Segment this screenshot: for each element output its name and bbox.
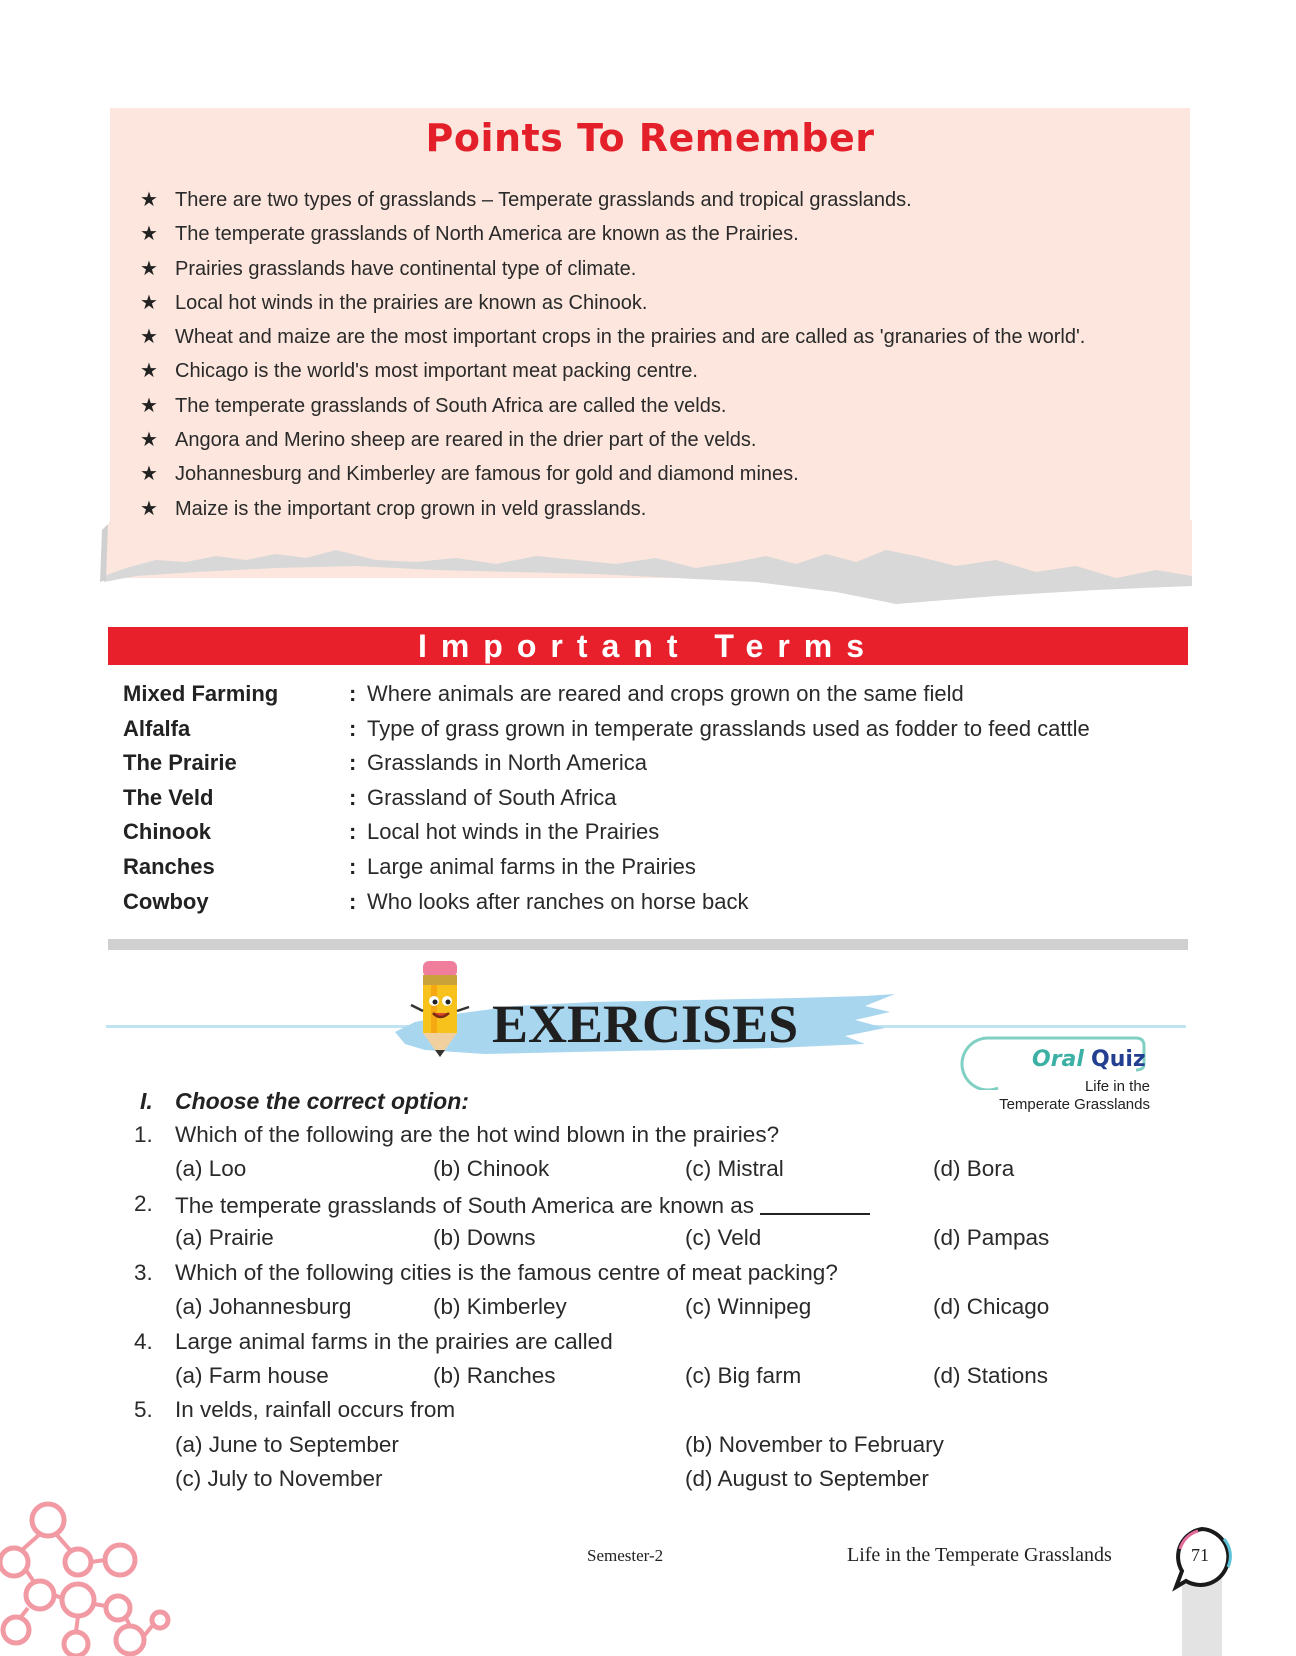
star-icon: ★ bbox=[140, 463, 158, 486]
question-text bbox=[175, 1191, 870, 1219]
option: (d) Chicago bbox=[933, 1294, 1050, 1319]
option: (c) Winnipeg bbox=[685, 1294, 812, 1319]
question-number: 2. bbox=[134, 1191, 153, 1216]
term-name: Mixed Farming bbox=[123, 681, 279, 706]
option: (c) Mistral bbox=[685, 1156, 784, 1181]
list-item: ★ Johannesburg and Kimberley are famous for gold and diamond mines. bbox=[140, 457, 1085, 491]
page-number: 71 bbox=[1191, 1545, 1209, 1565]
section-number: I. bbox=[140, 1088, 153, 1114]
option: (c) July to November bbox=[175, 1466, 383, 1491]
question-text: Which of the following are the hot wind blown in the prairies? bbox=[175, 1122, 780, 1147]
term-definition: Local hot winds in the Prairies bbox=[367, 819, 660, 845]
star-icon: ★ bbox=[140, 394, 158, 417]
oral-quiz-label-oral: Oral bbox=[1032, 1047, 1084, 1072]
pencil-mascot-icon bbox=[405, 953, 475, 1059]
oral-quiz-subtitle: Life in the bbox=[1084, 1078, 1150, 1095]
option: (a) June to September bbox=[175, 1432, 399, 1457]
term-name: Chinook bbox=[123, 819, 211, 845]
term-definition: Grasslands in North America bbox=[367, 750, 647, 776]
option: (d) August to September bbox=[685, 1466, 929, 1491]
term-name: Alfalfa bbox=[123, 715, 191, 741]
star-icon: ★ bbox=[140, 291, 158, 314]
option: (b) Chinook bbox=[433, 1156, 550, 1181]
term-colon: : bbox=[349, 888, 357, 914]
option: (d) Bora bbox=[933, 1156, 1015, 1181]
oral-quiz-subtitle: Temperate Grasslands bbox=[999, 1096, 1150, 1113]
list-item: ★ Local hot winds in the prairies are known as Chinook. bbox=[140, 286, 1085, 320]
term-name: The Veld bbox=[123, 784, 214, 810]
term-name: Cowboy bbox=[123, 888, 209, 914]
section-divider bbox=[108, 939, 1188, 950]
question-number: 4. bbox=[134, 1329, 153, 1354]
term-colon: : bbox=[349, 750, 357, 776]
list-item: ★ Prairies grasslands have continental type of climate. bbox=[140, 252, 1085, 286]
question-text: Which of the following cities is the famous centre of meat packing? bbox=[175, 1260, 838, 1285]
option: (d) Stations bbox=[933, 1363, 1049, 1388]
section-title: Choose the correct option: bbox=[175, 1088, 469, 1114]
answer-blank bbox=[760, 1191, 870, 1215]
oral-quiz-label-quiz: Quiz bbox=[1091, 1047, 1146, 1072]
torn-paper-edge bbox=[96, 520, 1206, 620]
option: (b) Kimberley bbox=[433, 1294, 567, 1319]
option: (c) Big farm bbox=[685, 1363, 802, 1388]
question-number: 1. bbox=[134, 1122, 153, 1147]
term-colon: : bbox=[349, 715, 357, 741]
question-text-content: The temperate grasslands of South America are known as bbox=[175, 1193, 755, 1218]
question-text: In velds, rainfall occurs from bbox=[175, 1397, 456, 1422]
term-definition: Where animals are reared and crops grown on the same field bbox=[367, 681, 964, 706]
list-item: ★ The temperate grasslands of North America are known as the Prairies. bbox=[140, 217, 1085, 251]
list-item: ★ The temperate grasslands of South Africa are called the velds. bbox=[140, 389, 1085, 423]
option: (c) Veld bbox=[685, 1225, 762, 1250]
list-item: ★ Chicago is the world's most important meat packing centre. bbox=[140, 354, 1085, 388]
term-definition: Large animal farms in the Prairies bbox=[367, 853, 696, 879]
star-icon: ★ bbox=[140, 189, 158, 211]
list-item: ★ Maize is the important crop grown in veld grasslands. bbox=[140, 492, 1085, 526]
option: (a) Loo bbox=[175, 1156, 247, 1181]
term-colon: : bbox=[349, 853, 357, 879]
term-colon: : bbox=[349, 784, 357, 810]
star-icon: ★ bbox=[140, 326, 158, 349]
footer-semester: Semester-2 bbox=[587, 1546, 664, 1565]
important-terms-heading: Important Terms bbox=[108, 627, 1188, 665]
footer-chapter-title: Life in the Temperate Grasslands bbox=[847, 1544, 1112, 1566]
list-item: ★ There are two types of grasslands – Temperate grasslands and tropical grasslands. bbox=[140, 183, 1085, 217]
term-definition: Grassland of South Africa bbox=[367, 784, 617, 810]
option: (b) Ranches bbox=[433, 1363, 556, 1388]
option: (d) Pampas bbox=[933, 1225, 1050, 1250]
question-number: 5. bbox=[134, 1397, 153, 1422]
star-icon: ★ bbox=[140, 257, 158, 280]
question-text: Large animal farms in the prairies are called bbox=[175, 1329, 613, 1354]
term-name: The Prairie bbox=[123, 750, 237, 776]
option: (a) Johannesburg bbox=[175, 1294, 352, 1319]
term-colon: : bbox=[349, 819, 357, 845]
points-list bbox=[140, 183, 1085, 526]
question-number: 3. bbox=[134, 1260, 153, 1285]
star-icon: ★ bbox=[140, 360, 158, 383]
list-item: ★ Wheat and maize are the most important crops in the prairies and are called as 'granaries of the world'. bbox=[140, 320, 1085, 354]
list-item: ★ Angora and Merino sheep are reared in the drier part of the velds. bbox=[140, 423, 1085, 457]
star-icon: ★ bbox=[140, 497, 158, 520]
decorative-bubbles-icon bbox=[0, 1500, 175, 1656]
term-colon: : bbox=[349, 681, 357, 706]
option: (b) Downs bbox=[433, 1225, 536, 1250]
term-name: Ranches bbox=[123, 853, 215, 879]
star-icon: ★ bbox=[140, 223, 158, 246]
option: (a) Prairie bbox=[175, 1225, 274, 1250]
term-definition: Type of grass grown in temperate grasslands used as fodder to feed cattle bbox=[367, 715, 1090, 741]
points-to-remember-title: Points To Remember bbox=[425, 116, 875, 160]
exercises-title: EXERCISES bbox=[492, 994, 799, 1054]
option: (a) Farm house bbox=[175, 1363, 329, 1388]
term-definition: Who looks after ranches on horse back bbox=[367, 888, 749, 914]
star-icon: ★ bbox=[140, 429, 158, 452]
option: (b) November to February bbox=[685, 1432, 944, 1457]
